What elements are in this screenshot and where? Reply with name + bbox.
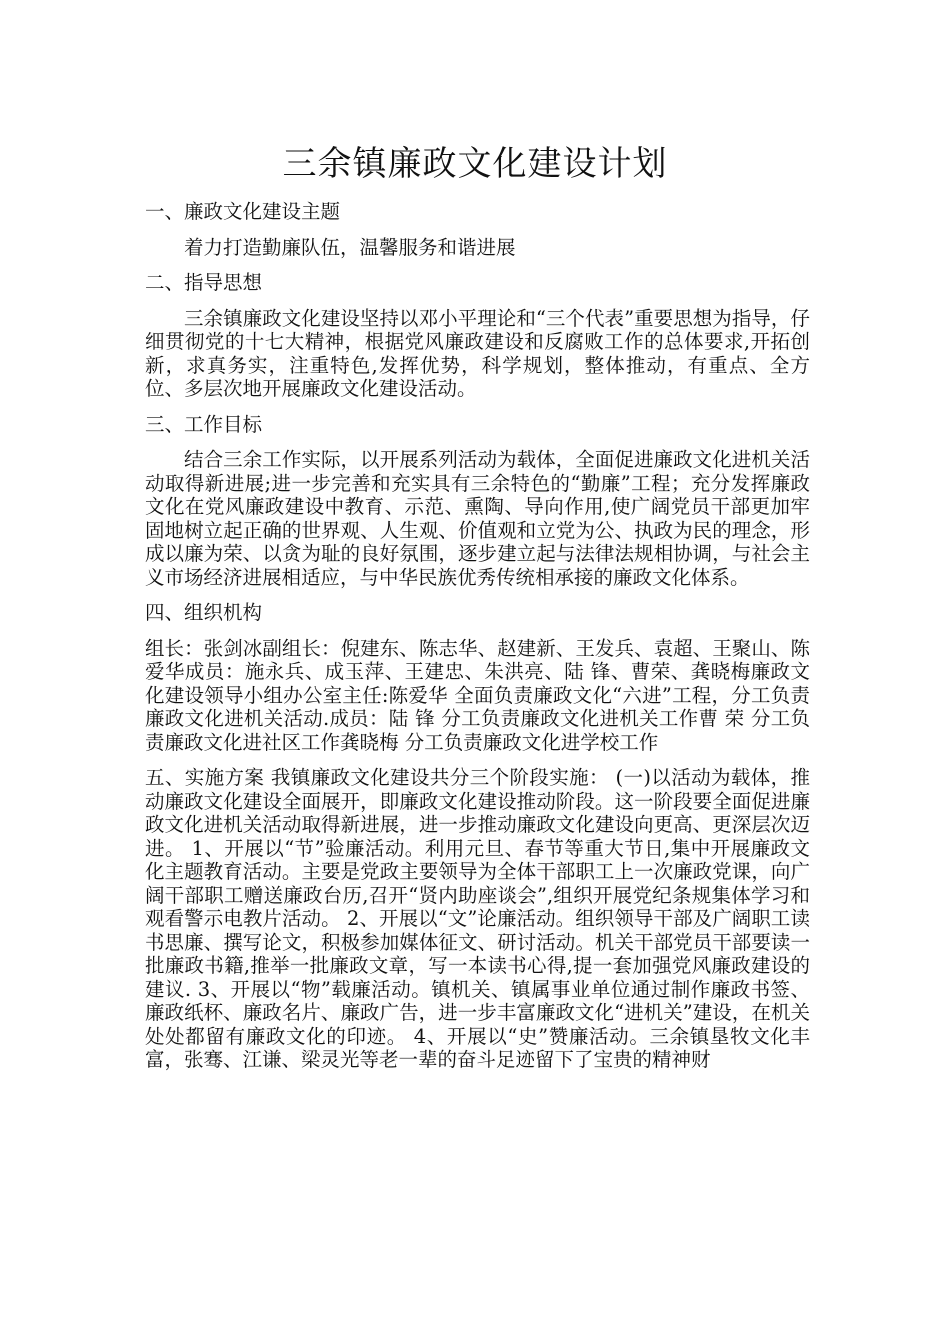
section-heading-guiding-thought: 二、指导思想 — [145, 271, 263, 294]
section-heading-goals: 三、工作目标 — [145, 412, 263, 436]
section-body-guiding-thought: 三余镇廉政文化建设坚持以邓小平理论和“三个代表”重要思想为指导，仔细贯彻党的十七大精神，根据党风廉政建设和反腐败工作的总体要求,开拓创新，求真务实，注重特色,发挥优势，科学规划，整体推动，有重点、全方位、多层次地开展廉政文化建设活动。 — [145, 306, 810, 400]
section-body-implementation: 五、实施方案 我镇廉政文化建设共分三个阶段实施： (一)以活动为载体，推动廉政文化建设全面展开，即廉政文化建设推动阶段。这一阶段要全面促进廉政文化进机关活动取得新进展，进一步推动廉政文化建设向更高、更深层次迈进。 1、开展以“节”验廉活动。利用元旦、春节等重大节日,集中开展廉政文化主题教育活动。主要是党政主要领导为全体干部职工上一次廉政党课，向广阔干部职工赠送廉政台历,召开“贤内助座谈会”,组织开展党纪条规集体学习和观看警示电教片活动。 2、开展以“文”论廉活动。组织领导干部及广阔职工读书思廉、撰写论文，积极参加媒体征文、研讨活动。机关干部党员干部要读一批廉政书籍,推举一批廉政文章，写一本读书心得,提一套加强党风廉政建设的建议. 3、开展以“物”载廉活动。镇机关、镇属事业单位通过制作廉政书签、廉政纸杯、廉政名片、廉政广告，进一步丰富廉政文化“进机关”建设，在机关处处都留有廉政文化的印迹。 4、开展以“史”赞廉活动。三余镇垦牧文化丰富，张骞、江谦、梁灵光等老一辈的奋斗足迹留下了宝贵的精神财 — [145, 766, 810, 1071]
section-body-theme: 着力打造勤廉队伍，温馨服务和谐进展 — [184, 235, 516, 259]
section-heading-theme: 一、廉政文化建设主题 — [145, 200, 341, 223]
section-body-goals: 结合三余工作实际，以开展系列活动为载体，全面促进廉政文化进机关活动取得新进展;进一步完善和充实具有三余特色的“勤廉”工程；充分发挥廉政文化在党风廉政建设中教育、示范、熏陶、导向作用,使广阔党员干部更加牢固地树立起正确的世界观、人生观、价值观和立党为公、执政为民的理念，形成以廉为荣、以贪为耻的良好氛围，逐步建立起与法律法规相协调，与社会主义市场经济进展相适应，与中华民族优秀传统相承接的廉政文化体系。 — [145, 448, 810, 589]
document-body — [145, 200, 810, 1084]
document-title: 三余镇廉政文化建设计划 — [282, 144, 668, 184]
section-body-organization: 组长：张剑冰副组长：倪建东、陈志华、赵建新、王发兵、袁超、王聚山、陈爱华成员：施永兵、成玉萍、王建忠、朱洪亮、陆 锋、曹荣、龚晓梅廉政文化建设领导小组办公室主任:陈爱华 全面负责廉政文化“六进”工程，分工负责廉政文化进机关活动.成员：陆 锋 分工负责廉政文化进机关工作曹 荣 分工负责廉政文化进社区工作龚晓梅 分工负责廉政文化进学校工作 — [145, 636, 810, 754]
section-heading-organization: 四、组织机构 — [145, 601, 263, 624]
